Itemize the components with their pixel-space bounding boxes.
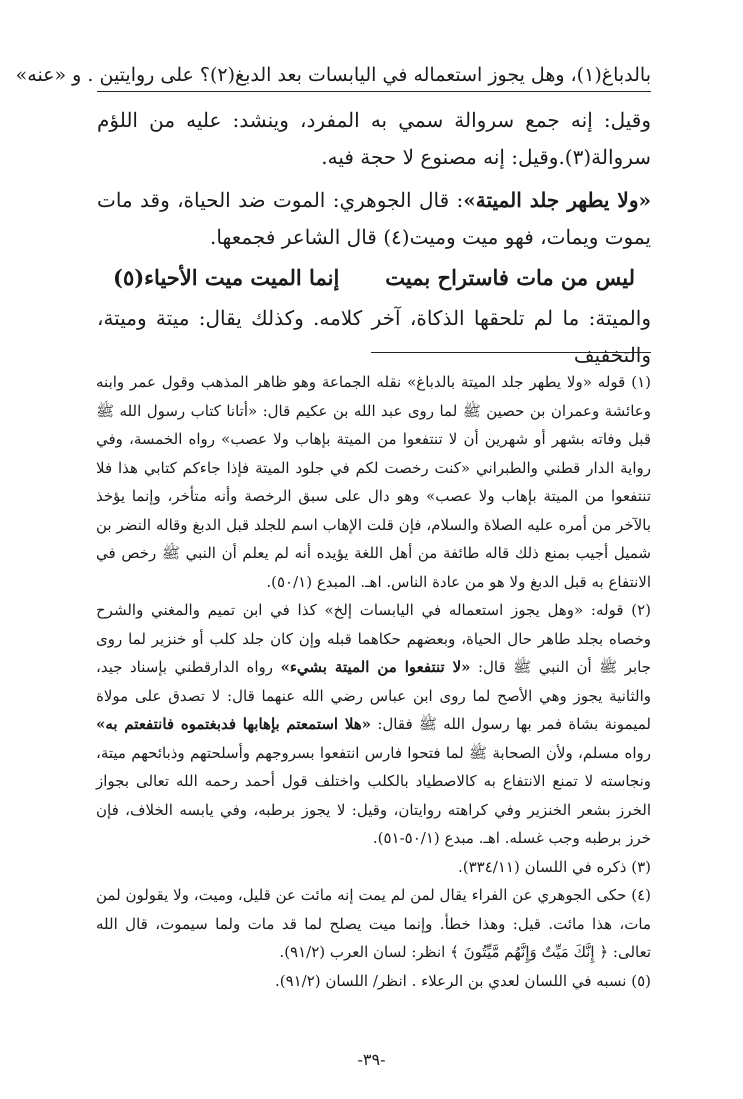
footnote-text: حكى الجوهري عن الفراء يقال لمن لم يمت إنه مائت عن قليل، وميت، ولا يقولون لمن مات، هذا مائت. قيل: وهذا خطأ. وإنما ميت يصلح لما قد مات ولما سيموت، قال الله تعالى: ﴿ إِنَّكَ مَيِّتٌ وَإِنَّهُم مَّيِّتُونَ ﴾ انظر: لسان العرب (٩١/٢). (96, 886, 651, 961)
footnote-1 (96, 368, 651, 596)
footnote-number: (١) (631, 373, 651, 391)
page-number: -٣٩- (357, 1050, 386, 1069)
paragraph-2-text: : قال الجوهري: الموت ضد الحياة، وقد مات يموت ويمات، فهو ميت وميت(٤) قال الشاعر فجمعها. (97, 188, 651, 249)
hadith-quote: «لا تنتفعوا من الميتة بشيء» (280, 658, 471, 676)
footnote-4 (96, 881, 651, 967)
main-text (97, 102, 651, 374)
verse-second-hemistich: إنما الميت ميت الأحياء(٥) (113, 265, 340, 290)
paragraph-3: والميتة: ما لم تلحقها الذكاة، آخر كلامه. وكذلك يقال: ميتة وميتة، والتخفيف (97, 306, 651, 367)
header-divider (97, 91, 651, 92)
footnote-5 (96, 967, 651, 996)
paragraph-2 (97, 182, 651, 256)
footnote-text: رواه الدارقطني بإسناد جيد، والثانية يجوز وهي الأصح لما روى ابن عباس رضي الله عنهما قال: لا تصدق على مولاة لميمونة بشاة فمر بها رسول الله ﷺ فقال: (96, 658, 652, 733)
lemma-heading: «ولا يطهر جلد الميتة» (463, 188, 651, 212)
footnote-divider (371, 352, 651, 353)
running-header: بالدباغ(١)، وهل يجوز استعماله في اليابسات بعد الدبغ(٢)؟ على روايتين . و «عنه» (15, 64, 651, 86)
footnote-text: رواه مسلم، ولأن الصحابة ﷺ لما فتحوا فارس انتفعوا بسروجهم وأسلحتهم وذبائحهم ميتة، ونجاسته لا تمنع الانتفاع به كالاصطياد بالكلب واختلف قول أحمد رحمه الله تعالى بجواز الخرز بشعر الخنزير وفي كراهته روايتان، وقيل: لا يجوز برطبه، وفي يابسه الخلاف، فإن خرز برطبه وجب غسله. اهـ. مبدع (٥٠/١-٥١). (96, 743, 651, 847)
footnote-number: (٢) (631, 601, 651, 619)
footnote-text: قوله «ولا يطهر جلد الميتة بالدباغ» نقله الجماعة وهو ظاهر المذهب وقول عمر وابنه وعائشة وعمران بن حصين ﷺ لما روى عبد الله بن عكيم قال: «أتانا كتاب رسول الله ﷺ قبل وفاته بشهر أو شهرين أن لا تنتفعوا من الميتة بإهاب ولا عصب» رواه الخمسة، وفي رواية الدار قطني والطبراني «كنت رخصت لكم في جلود الميتة فإذا جاءكم كتابي هذا فلا تنتفعوا من الميتة بإهاب ولا عصب» وهو دال على سبق الرخصة وأنه متأخر، وإنما يؤخذ بالآخر من أمره عليه الصلاة والسلام، فإن قلت الإهاب اسم للجلد قبل الدبغ وقاله النضر بن شميل أجيب بمنع ذلك قاله طائفة من أهل اللغة يؤيده أنه لم يعلم أن النبي ﷺ رخص في الانتفاع به قبل الدبغ ولا هو من عادة الناس. اهـ. المبدع (٥٠/١). (96, 373, 651, 591)
verse-first-hemistich: ليس من مات فاستراح بميت (385, 265, 635, 290)
footnote-3 (96, 853, 651, 882)
paragraph-1: وقيل: إنه جمع سروالة سمي به المفرد، وينشد: عليه من اللؤم سروالة(٣).وقيل: إنه مصنوع لا حجة فيه. (97, 108, 651, 169)
footnote-number: (٤) (631, 886, 651, 904)
footnote-number: (٥) (631, 971, 651, 990)
footnote-text: ذكره في اللسان (٣٣٤/١١). (458, 857, 627, 876)
poetry-verse (97, 258, 651, 298)
footnotes-section (96, 368, 651, 995)
footnote-number: (٣) (631, 857, 651, 876)
footnote-text: نسبه في اللسان لعدي بن الرعلاء . انظر/ اللسان (٩١/٢). (274, 971, 627, 990)
footnote-text: قوله: «وهل يجوز استعماله في اليابسات إلخ» كذا في ابن تميم والمغني والشرح وخصاه بجلد طاهر حال الحياة، وبعضهم حكاهما قبله وإن كان جلد كلب أو خنزير لما روى جابر ﷺ أن النبي ﷺ قال: (96, 601, 651, 676)
hadith-quote: «هلا استمعتم بإهابها فدبغتموه فانتفعتم به» (96, 715, 372, 733)
footnote-2 (96, 596, 651, 853)
